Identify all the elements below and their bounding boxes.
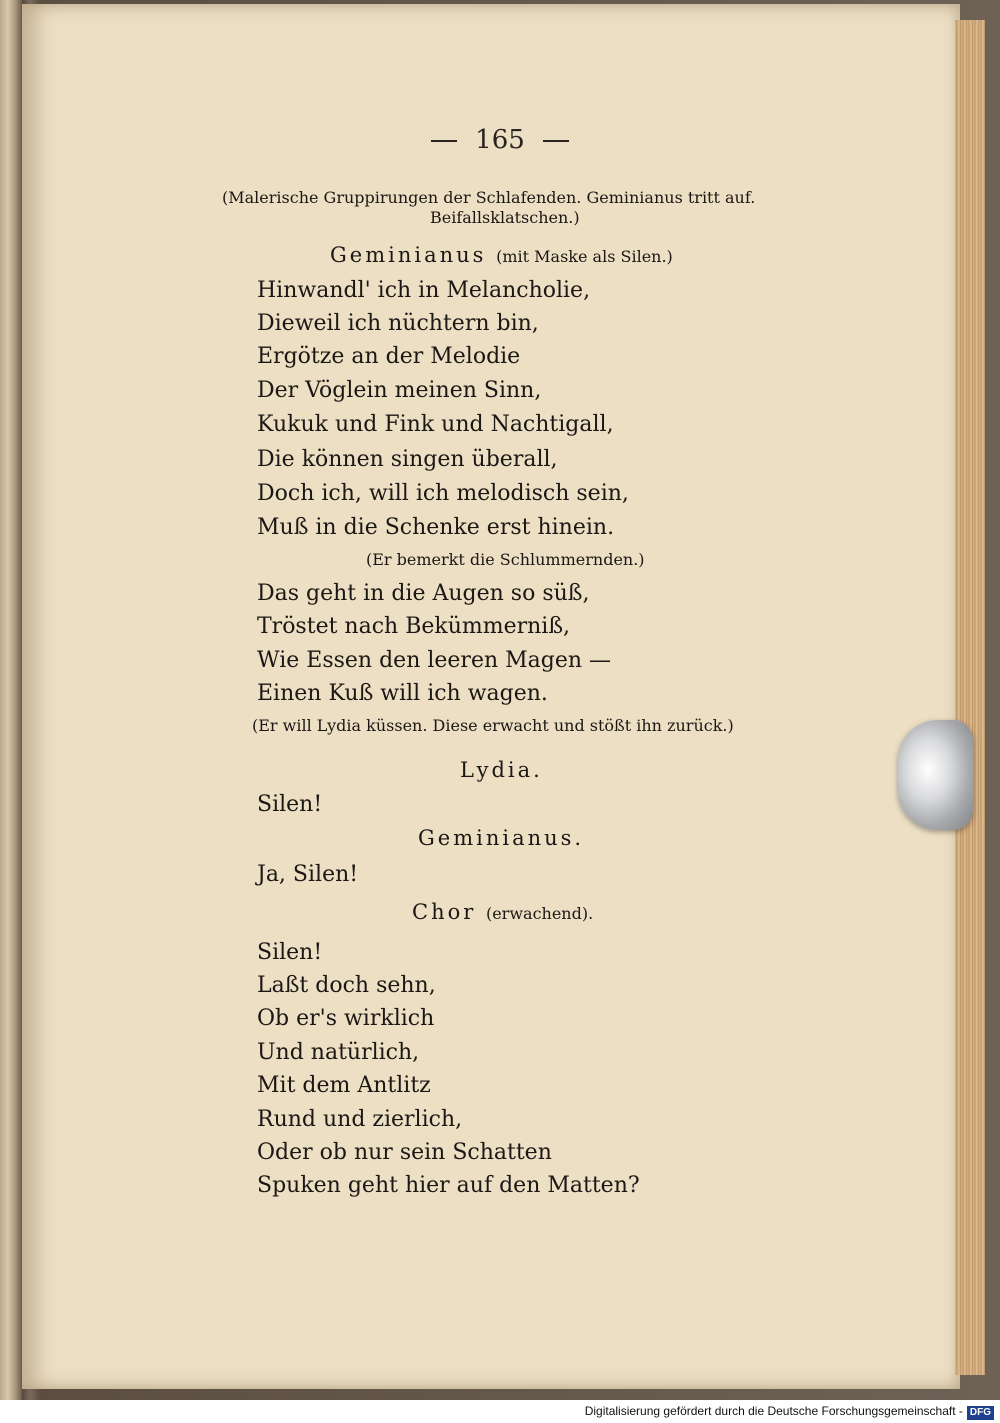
- verse-line: Kukuk und Fink und Nachtigall,: [257, 412, 614, 437]
- verse-line: Wie Essen den leeren Magen —: [257, 648, 612, 673]
- stage-direction-2: (Er bemerkt die Schlummernden.): [366, 550, 645, 569]
- page-number-value: 165: [475, 125, 525, 155]
- verse-line: Ja, Silen!: [257, 862, 359, 887]
- verse-line: Das geht in die Augen so süß,: [257, 581, 590, 606]
- stage-direction-3: (Er will Lydia küssen. Diese erwacht und stößt ihn zurück.): [252, 716, 734, 735]
- digitization-footer: [0, 1400, 1000, 1423]
- verse-line: Ergötze an der Melodie: [257, 344, 521, 369]
- page-clip: [898, 720, 973, 830]
- speaker-heading-chor: [412, 900, 593, 924]
- speaker-heading-lydia: Lydia.: [460, 758, 543, 782]
- page-number: [0, 125, 1000, 155]
- speaker-note: (erwachend).: [485, 904, 594, 923]
- previous-page-edge: [0, 0, 22, 1400]
- verse-line: Silen!: [257, 792, 323, 817]
- verse-line: Mit dem Antlitz: [257, 1073, 431, 1098]
- stage-direction-opening-1: (Malerische Gruppirungen der Schlafenden. Geminianus tritt auf.: [222, 188, 756, 207]
- speaker-name: Chor: [412, 900, 477, 924]
- speaker-note: (mit Maske als Silen.): [496, 247, 673, 266]
- dash-right: [543, 140, 569, 142]
- verse-line: Spuken geht hier auf den Matten?: [257, 1173, 640, 1198]
- verse-line: Muß in die Schenke erst hinein.: [257, 515, 615, 540]
- verse-line: Ob er's wirklich: [257, 1006, 435, 1031]
- verse-line: Rund und zierlich,: [257, 1107, 463, 1132]
- verse-line: Oder ob nur sein Schatten: [257, 1140, 552, 1165]
- verse-line: Dieweil ich nüchtern bin,: [257, 311, 539, 336]
- verse-line: Die können singen überall,: [257, 447, 558, 472]
- verse-line: Tröstet nach Bekümmerniß,: [257, 614, 571, 639]
- verse-line: Laßt doch sehn,: [257, 973, 436, 998]
- verse-line: Und natürlich,: [257, 1040, 420, 1065]
- verse-line: Silen!: [257, 940, 323, 965]
- speaker-heading-geminianus: [330, 243, 673, 267]
- speaker-name: Geminianus: [330, 243, 487, 267]
- dfg-logo: DFG: [967, 1406, 994, 1420]
- page-stack-edge: [955, 20, 985, 1375]
- speaker-heading-geminianus-2: Geminianus.: [418, 826, 585, 850]
- stage-direction-opening-2: Beifallsklatschen.): [430, 208, 580, 227]
- verse-line: Einen Kuß will ich wagen.: [257, 681, 548, 706]
- verse-line: Doch ich, will ich melodisch sein,: [257, 481, 629, 506]
- footer-text: Digitalisierung gefördert durch die Deutsche Forschungsgemeinschaft -: [584, 1404, 963, 1418]
- verse-line: Der Vöglein meinen Sinn,: [257, 378, 542, 403]
- verse-line: Hinwandl' ich in Melancholie,: [257, 278, 591, 303]
- dash-left: [431, 140, 457, 142]
